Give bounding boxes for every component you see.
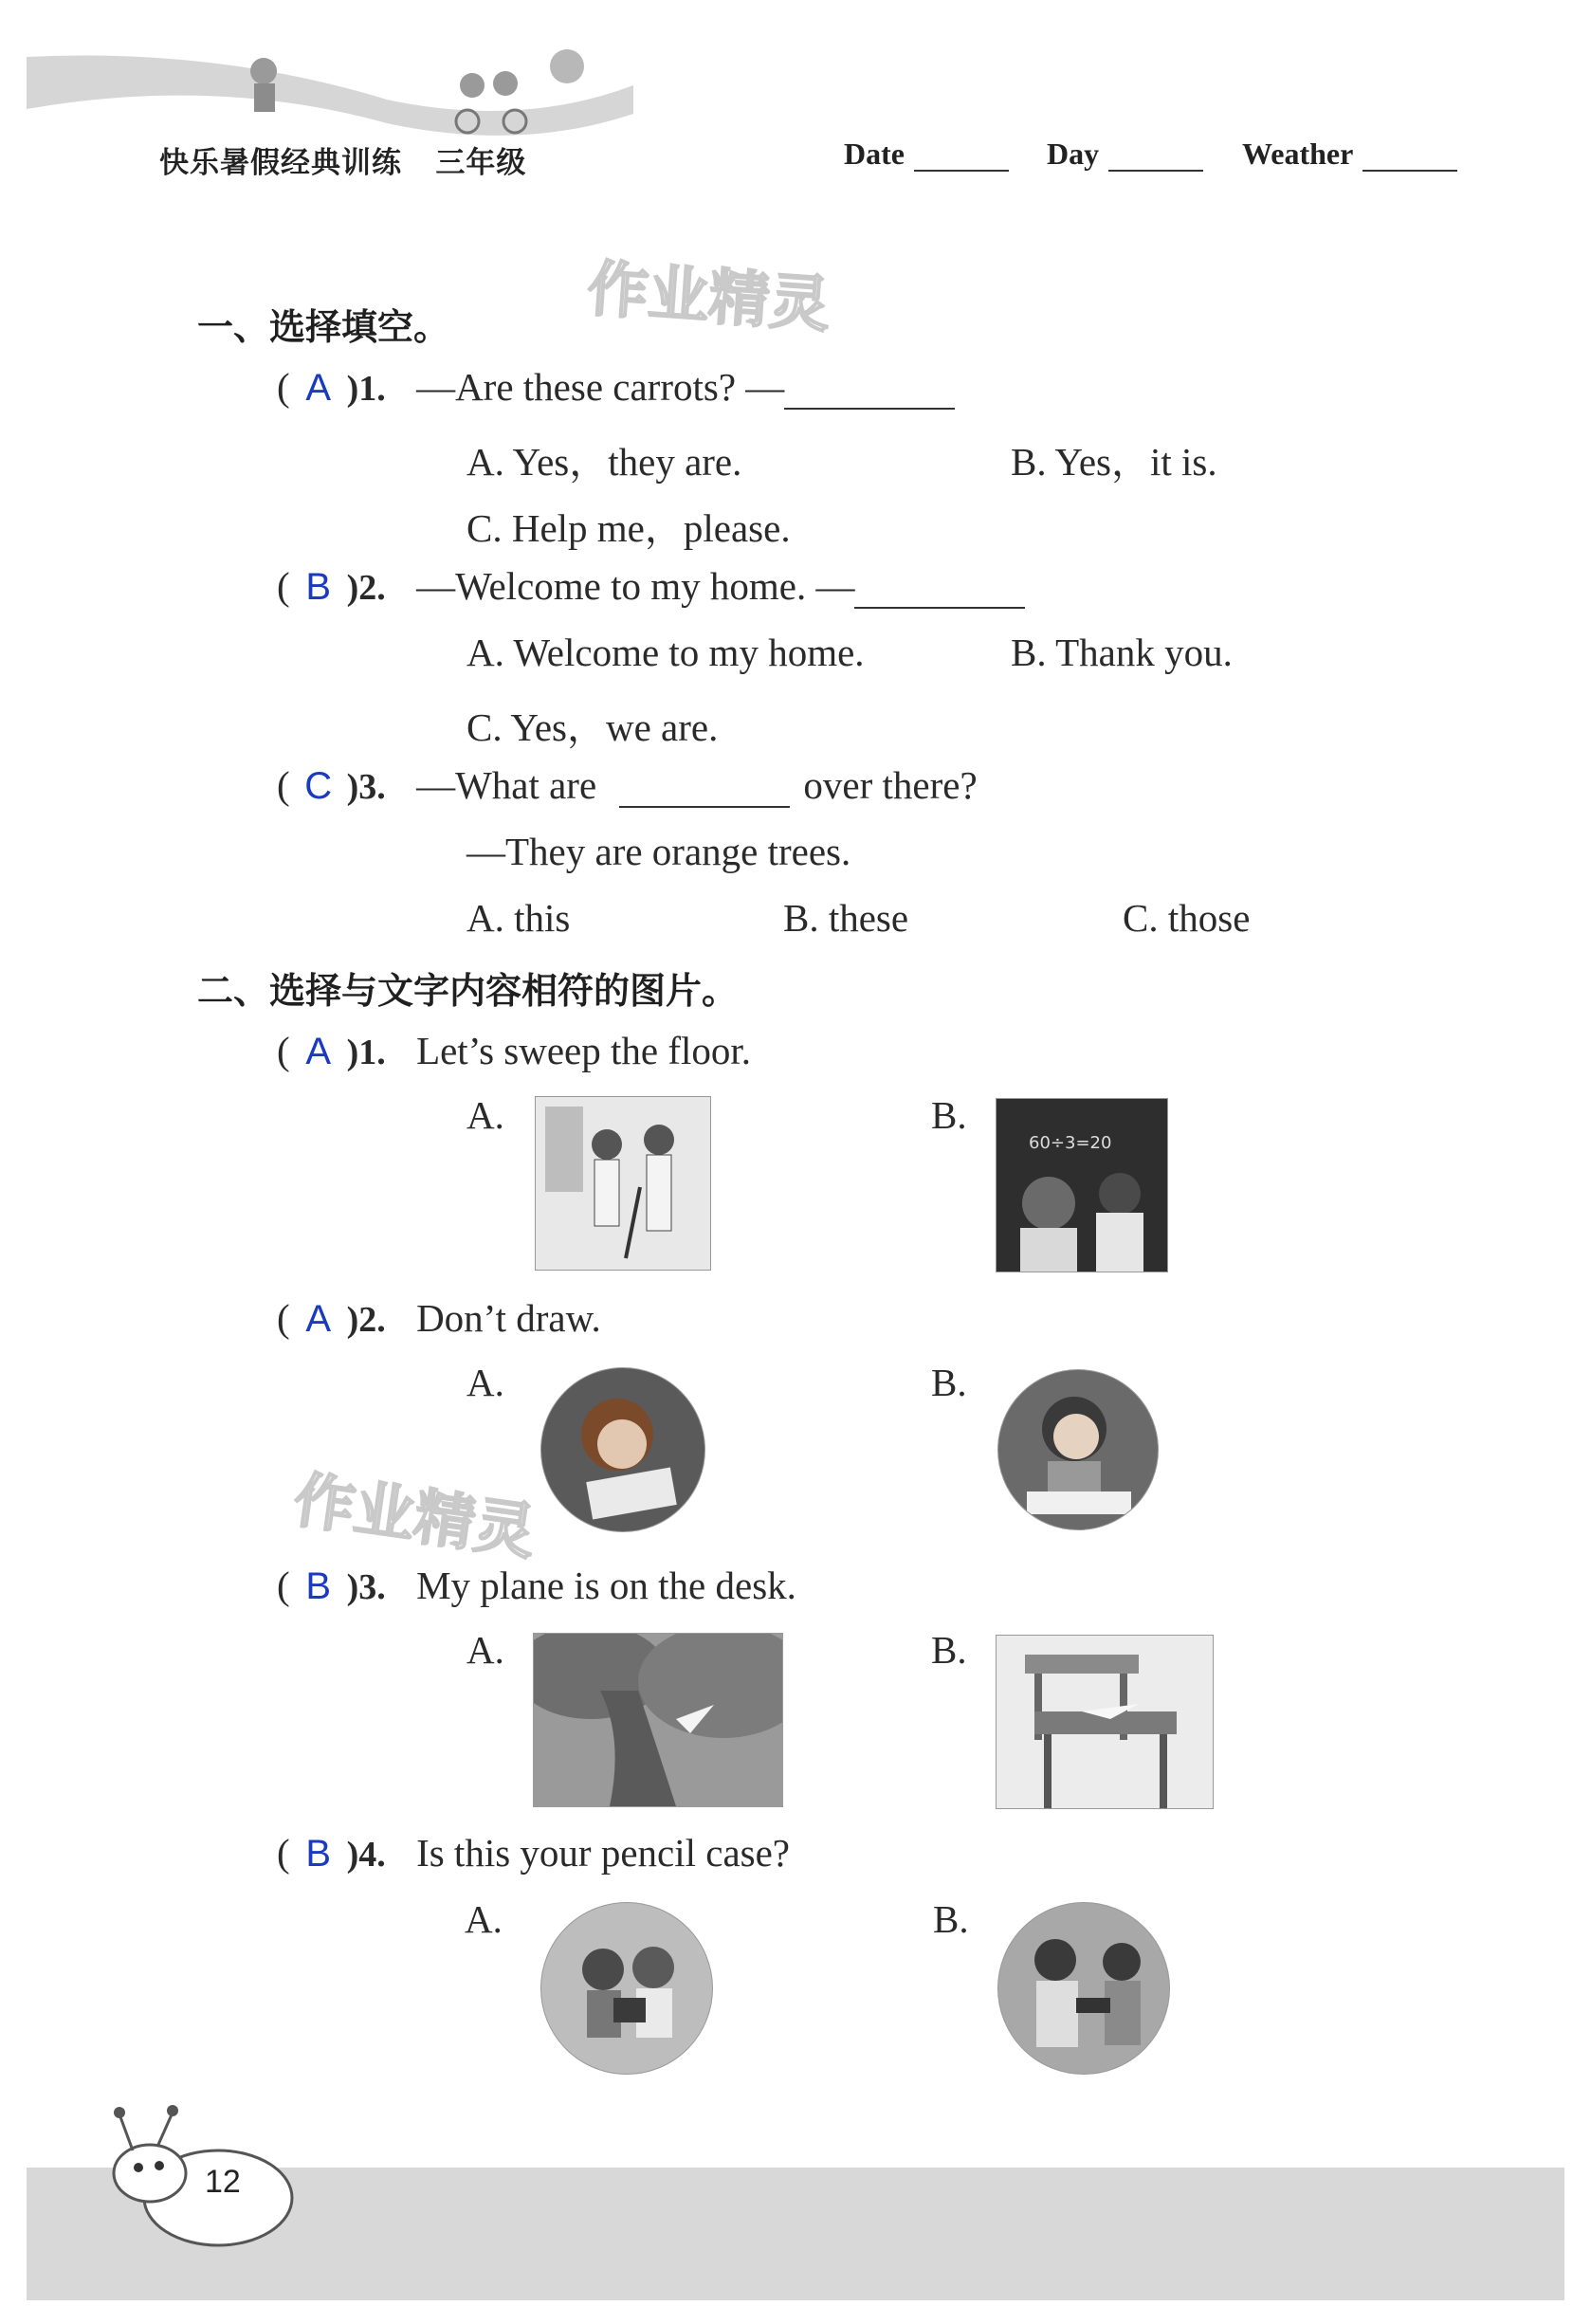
snail-icon	[95, 2095, 303, 2257]
answer-mark: C	[304, 765, 333, 807]
plane-in-tree-picture[interactable]	[533, 1633, 783, 1807]
s1-question-1: ( A )1. —Are these carrots? —	[277, 364, 955, 410]
s2q1-option-b-label[interactable]: B.	[931, 1093, 967, 1137]
answer-blank[interactable]	[854, 578, 1025, 609]
s2q2-option-b-label[interactable]: B.	[931, 1361, 967, 1404]
page-number: 12	[205, 2164, 241, 2200]
s2-question-1: ( A )1. Let’s sweep the floor.	[277, 1029, 752, 1072]
s2q2-option-a-label[interactable]: A.	[466, 1361, 504, 1404]
s1q2-option-a[interactable]: A. Welcome to my home.	[466, 631, 865, 674]
watermark-top: 作业精灵	[585, 254, 832, 341]
s1q1-option-c[interactable]: C. Help me，please.	[466, 506, 791, 550]
s2-question-2: ( A )2. Don’t draw.	[277, 1296, 601, 1340]
s1q3-reply: —They are orange trees.	[466, 830, 851, 873]
s1q3-option-c[interactable]: C. those	[1123, 896, 1251, 940]
blackboard-picture[interactable]: 60÷3=20	[996, 1098, 1168, 1272]
s2-question-3: ( B )3. My plane is on the desk.	[277, 1564, 796, 1607]
answer-mark: B	[305, 1565, 331, 1607]
girl-drawing-picture[interactable]	[540, 1367, 705, 1532]
day-field[interactable]: Day	[1047, 137, 1203, 172]
s2q4-option-a-label[interactable]: A.	[465, 1897, 503, 1941]
kids-confused-picture[interactable]	[540, 1902, 713, 2075]
s2q4-option-b-label[interactable]: B.	[933, 1897, 969, 1941]
s1q3-option-b[interactable]: B. these	[783, 896, 909, 940]
kids-pencil-case-picture[interactable]	[997, 1902, 1170, 2075]
s2q3-option-a-label[interactable]: A.	[466, 1628, 504, 1672]
answer-blank[interactable]	[619, 778, 790, 808]
s1q1-option-b[interactable]: B. Yes，it is.	[1011, 440, 1217, 484]
section2-title: 二、选择与文字内容相符的图片。	[197, 970, 739, 1012]
s1q3-option-a[interactable]: A. this	[466, 896, 571, 940]
answer-mark: B	[305, 1833, 331, 1875]
answer-mark: A	[305, 1031, 331, 1072]
s1q2-option-b[interactable]: B. Thank you.	[1011, 631, 1233, 674]
sweeping-floor-picture[interactable]	[535, 1096, 711, 1271]
plane-on-desk-picture[interactable]	[996, 1635, 1214, 1809]
answer-mark: A	[305, 1298, 331, 1340]
answer-mark: A	[305, 367, 331, 409]
answer-mark: B	[305, 566, 331, 608]
s2q3-option-b-label[interactable]: B.	[931, 1628, 967, 1672]
s1-question-3: ( C )3. —What are over there?	[277, 763, 978, 807]
s1q2-option-c[interactable]: C. Yes，we are.	[466, 705, 719, 749]
watermark-middle: 作业精灵	[289, 1465, 540, 1569]
answer-blank[interactable]	[784, 379, 955, 410]
s1-question-2: ( B )2. —Welcome to my home. —	[277, 563, 1025, 609]
s2q1-option-a-label[interactable]: A.	[466, 1093, 504, 1137]
girl-reading-picture[interactable]	[997, 1369, 1159, 1530]
date-field[interactable]: Date	[844, 137, 1009, 172]
section1-title: 一、选择填空。	[197, 306, 450, 348]
s1q1-option-a[interactable]: A. Yes，they are.	[466, 440, 742, 484]
header-banner-illustration	[27, 19, 633, 142]
weather-field[interactable]: Weather	[1242, 137, 1457, 172]
book-title: 快乐暑假经典训练 三年级	[159, 146, 527, 180]
s2-question-4: ( B )4. Is this your pencil case?	[277, 1831, 790, 1875]
